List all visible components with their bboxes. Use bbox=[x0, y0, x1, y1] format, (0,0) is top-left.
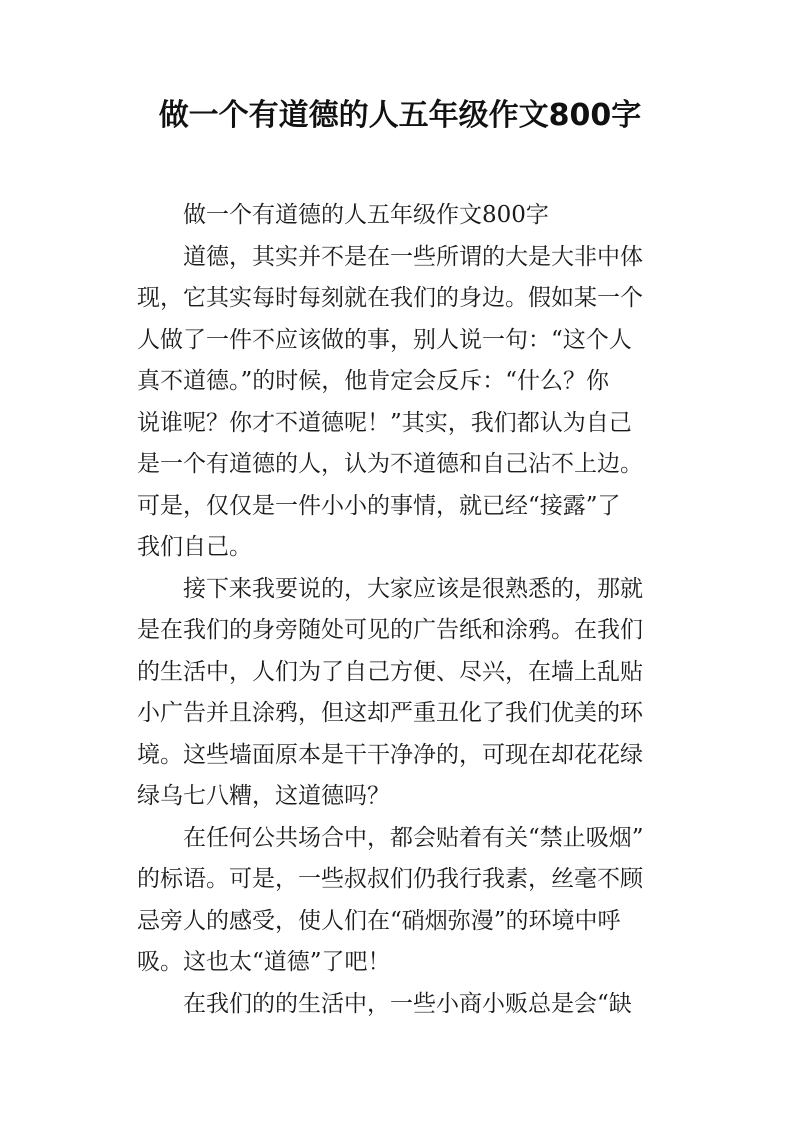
text-line: 道德，其实并不是在一些所谓的大是大非中体 bbox=[183, 243, 643, 270]
document-title: 做一个有道德的人五年级作文800字 bbox=[158, 98, 642, 133]
text-line: 说谁呢？你才不道德呢！”其实，我们都认为自己 bbox=[137, 409, 632, 436]
text-line: 境。这些墙面原本是干干净净的，可现在却花花绿 bbox=[137, 741, 643, 768]
text-line: 的标语。可是，一些叔叔们仍我行我素，丝毫不顾 bbox=[137, 866, 643, 892]
text-line: 我们自己。 bbox=[137, 534, 252, 560]
essay-body bbox=[137, 195, 677, 1025]
text-line: 接下来我要说的，大家应该是很熟悉的，那就 bbox=[183, 575, 643, 602]
text-line: 是一个有道德的人，认为不道德和自己沾不上边。 bbox=[137, 451, 643, 477]
text-line: 忌旁人的感受，使人们在“硝烟弥漫”的环境中呼 bbox=[137, 907, 621, 934]
text-line: 现，它其实每时每刻就在我们的身边。假如某一个 bbox=[137, 285, 643, 311]
text-line: 人做了一件不应该做的事，别人说一句：“这个人 bbox=[137, 326, 632, 353]
text-line: 是在我们的身旁随处可见的广告纸和涂鸦。在我们 bbox=[137, 617, 643, 643]
text-line: 在我们的的生活中，一些小商小贩总是会“缺 bbox=[183, 990, 632, 1017]
text-line: 做一个有道德的人五年级作文800字 bbox=[183, 202, 549, 228]
text-line: 的生活中，人们为了自己方便、尽兴，在墙上乱贴 bbox=[137, 658, 643, 685]
text-line: 小广告并且涂鸦，但这却严重丑化了我们优美的环 bbox=[137, 700, 643, 726]
text-line: 真不道德。”的时候，他肯定会反斥：“什么？你 bbox=[137, 368, 610, 394]
text-line: 吸。这也太“道德”了吧！ bbox=[137, 949, 391, 975]
text-line: 在任何公共场合中，都会贴着有关“禁止吸烟” bbox=[183, 824, 644, 851]
text-line: 可是，仅仅是一件小小的事情，就已经“接露”了 bbox=[137, 492, 621, 519]
text-line: 绿乌七八糟，这道德吗？ bbox=[137, 783, 390, 809]
